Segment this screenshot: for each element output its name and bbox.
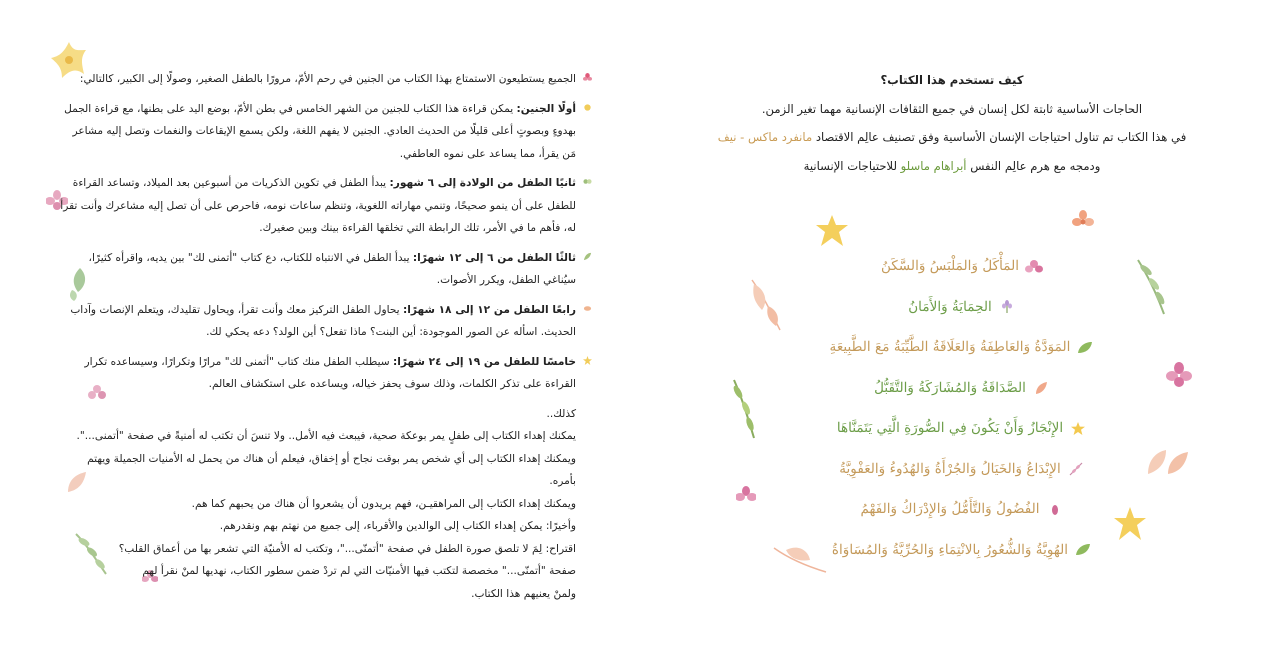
- intro-paragraph: الجميع يستطيعون الاستمتاع بهذا الكتاب من الجنين في رحم الأمّ، مرورًا بالطفل الصغير، وصولًا إلى الكبير، كالتالي:: [60, 68, 576, 91]
- wish-page-line: صفحة "أتمنّى..." مخصصة لتكتب فيها الأمنيّات التي لم تردْ ضمن سطور الكتاب، نهديها لمنْ نقرأ لهم: [142, 565, 576, 577]
- lavender-sprig-icon: [998, 300, 1016, 314]
- green-sprig-decoration-icon: [1130, 256, 1174, 316]
- gift-line: يمكنك إهداء الكتاب إلى طفلٍ يمر بوعكة صحية، فيبعث فيه الأمل.. ولا تنسَ أن تكتب له أمنيةً في صفحة "أتمنى...".: [76, 430, 576, 442]
- section-0-6-months: ثانيًا الطفل من الولادة إلى ٦ شهور: يبدأ الطفل في تكوين الذكريات من أسبوعين بعد الميلاد، وتساعد القراءة للطفل على أن ينمو صحيحًا، وتنمي مهاراته اللغوية، وتنظم ساعات نومه، فاحرص على أن تصل إليه مشاعرك وأنت تقرأ له، فأهم ما في الأمر، تلك الرابطة التي تخلقها القراءة بينك وبين صغيرك.: [60, 172, 576, 240]
- gift-line: ويمكنك إهداء الكتاب إلى أي شخص يمر بوقت نجاح أو إخفاق، فيعلم أن هناك من يحمل له الأمنيات الجميلة ويهتم بأمره.: [87, 452, 576, 487]
- how-to-use-header: [702, 66, 1202, 180]
- peach-leaves-decoration-icon: [1144, 448, 1190, 478]
- yellow-star-flower-decoration-icon: [814, 214, 850, 248]
- wish-page-line: ولمنْ يعنيهم هذا الكتاب.: [471, 587, 576, 600]
- yellow-star-flower-icon: [1069, 422, 1087, 436]
- section-19-24-months: خامسًا للطفل من ١٩ إلى ٢٤ شهرًا: سيطلب الطفل منك كتاب "أتمنى لك" مرارًا وتكرارًا، وسيساعده تكرار القراءة على تذكر الكلمات، وذلك سوف يحفز خياله، ويساعده على استكشاف العالم.: [60, 351, 576, 396]
- green-leaf-icon: [1076, 341, 1094, 355]
- need-item: المَوَدَّةُ وَالعَاطِفَةُ وَالعَلَاقَةُ الطَّيِّبَةُ مَعَ الطَّبِيعَةِ: [812, 327, 1112, 368]
- pink-flower-decoration-icon: [1166, 362, 1192, 388]
- section-6-12-months: ثالثًا الطفل من ٦ إلى ١٢ شهرًا: يبدأ الطفل في الانتباه للكتاب، دع كتاب "أتمنى لك" بين يديه، واقرأه كثيرًا، سيُناغي الطفل، ويكرر الأصوات.: [60, 247, 576, 292]
- maslow-line: ودمجه مع هرم عالِم النفس أبراهام ماسلو للاحتياجات الإنسانية: [803, 158, 1101, 173]
- peach-sprig-decoration-icon: [744, 276, 788, 332]
- peach-flower-decoration-icon: [1072, 210, 1094, 232]
- need-item: الفُضُولُ وَالتَّأَمُّلُ وَالإِدْرَاكُ وَالفَهْمُ: [812, 489, 1112, 530]
- yellow-bullet-icon: [583, 103, 592, 112]
- yellow-star-flower-decoration-icon: [1112, 506, 1148, 542]
- right-page: [632, 0, 1263, 646]
- gift-line: ويمكنك إهداء الكتاب إلى المراهقيـن، فهم يريدون أن يشعروا أن هناك من يحبهم كما هم.: [191, 497, 576, 510]
- psychologist-name: أبراهام ماسلو: [900, 158, 967, 173]
- need-item: المَأْكَلُ وَالمَلْبَسُ وَالسَّكَنُ: [812, 246, 1112, 287]
- suggestion-line: اقتراح: لِمَ لا تلصق صورة الطفل في صفحة "أتمنّى..."، وتكتب له الأمنيّة التي تشعر بها من أعماق القلب؟: [118, 542, 576, 555]
- intro-line: الحاجات الأساسية ثابتة لكل إنسان في جميع الثقافات الإنسانية مهما تغير الزمن.: [761, 101, 1143, 116]
- section-fetus: أولًا الجنين: يمكن قراءة هذا الكتاب للجنين من الشهر الخامس في بطن الأمّ، بوضع اليد على بطنها، مع قراءة الجمل بهدوءٍ وبصوتٍ أعلى قليلًا من الحديث العادي. الجنين لا يفهم اللغة، ولكن يسمع الإيقاعات والنغمات وتصل إليه مشاعر مَن يقرأ، مما يساعد على نموه العاطفي.: [60, 98, 576, 166]
- need-item: الصَّدَاقَةُ وَالمُشَارَكَةُ وَالتَّقَبُّلُ: [812, 368, 1112, 409]
- green-bullet-icon: [583, 177, 592, 186]
- green-leaf-icon: [1074, 543, 1092, 557]
- pink-bud-icon: [1046, 503, 1064, 517]
- gift-line: وأخيرًا: يمكن إهداء الكتاب إلى الوالدين والأقرباء، إلى جميع من نهتم بهم ونقدرهم.: [219, 520, 576, 532]
- pink-flower-icon: [1025, 260, 1043, 274]
- pink-sprig-icon: [1067, 462, 1085, 476]
- leaf-bullet-icon: [583, 252, 592, 261]
- framework-line: في هذا الكتاب تم تناول احتياجات الإنسان الأساسية وفق تصنيف عالِم الاقتصاد مانفرد ماكس - نيف: [717, 130, 1187, 144]
- page-title: كيف تستخدم هذا الكتاب؟: [880, 73, 1024, 87]
- need-item: الحِمَايَةُ وَالأَمَانُ: [812, 287, 1112, 328]
- left-page-text: [60, 68, 576, 605]
- needs-list: [812, 246, 1112, 570]
- need-item: الإِنْجَازُ وَأَنْ يَكُونَ فِي الصُّورَةِ الَّتِي يَتَمَنَّاهَا: [812, 408, 1112, 449]
- peach-leaf-icon: [1032, 381, 1050, 395]
- star-bullet-icon: [583, 356, 592, 365]
- green-sprig-decoration-icon: [724, 378, 764, 440]
- pink-flower-decoration-icon: [736, 486, 756, 506]
- need-item: الإِبْدَاعُ وَالخَيَالُ وَالجُرْأَةُ وَالهُدُوءُ وَالعَفْوِيَّةُ: [812, 449, 1112, 490]
- section-12-18-months: رابعًا الطفل من ١٢ إلى ١٨ شهرًا: يحاول الطفل التركيز معك وأنت تقرأ، ويحاول تقليدك، ويتعلم الإنصات وآداب الحديث. اسأله عن الصور الموجودة: أين البنت؟ ماذا تفعل؟ أين الولد؟ دعه يحكي لك.: [60, 299, 576, 344]
- peach-bullet-icon: [583, 304, 592, 313]
- economist-name: مانفرد ماكس - نيف: [717, 130, 813, 144]
- kadhalik-label: كذلك..: [546, 407, 576, 420]
- pink-bullet-icon: [583, 73, 592, 82]
- need-item: الهُوِيَّةُ وَالشُّعُورُ بِالانْتِمَاءِ وَالحُرِّيَّةُ وَالمُسَاوَاةُ: [812, 530, 1112, 571]
